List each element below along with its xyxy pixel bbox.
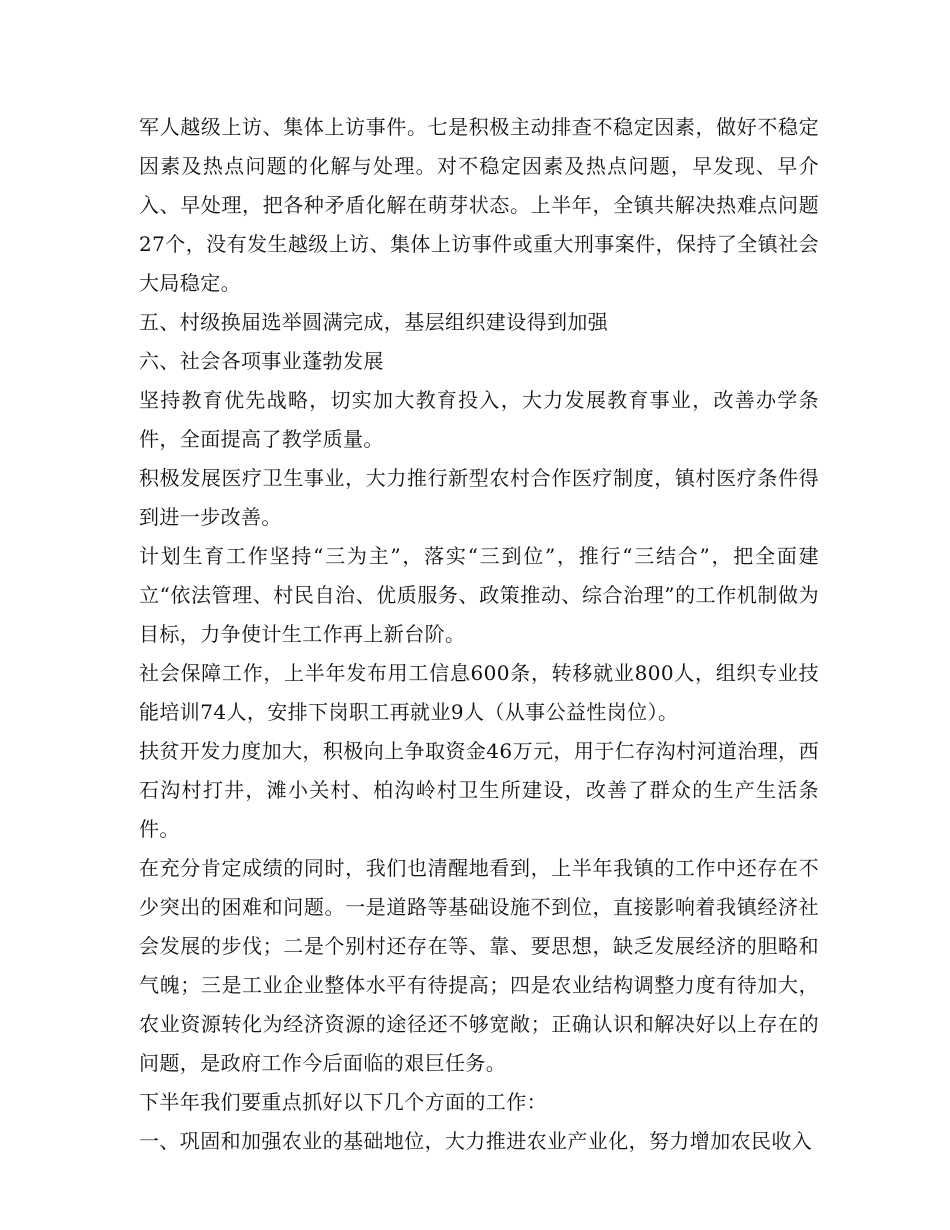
paragraph-social-security: 社会保障工作，上半年发布用工信息600条，转移就业800人，组织专业技能培训74人，安排下岗职工再就业9人（从事公益性岗位）。 xyxy=(139,661,819,724)
paragraph-second-half-intro: 下半年我们要重点抓好以下几个方面的工作： xyxy=(139,1090,547,1114)
heading-agriculture: 一、巩固和加强农业的基础地位，大力推进农业产业化，努力增加农民收入 xyxy=(139,1129,813,1153)
document-body xyxy=(139,108,819,1161)
heading-village-election: 五、村级换届选举圆满完成，基层组织建设得到加强 xyxy=(139,310,609,334)
paragraph-education: 坚持教育优先战略，切实加大教育投入，大力发展教育事业，改善办学条件，全面提高了教学质量。 xyxy=(139,388,819,451)
paragraph-stability-work: 军人越级上访、集体上访事件。七是积极主动排查不稳定因素，做好不稳定因素及热点问题的化解与处理。对不稳定因素及热点问题，早发现、早介入、早处理，把各种矛盾化解在萌芽状态。上半年，全镇共解决热难点问题27个，没有发生越级上访、集体上访事件或重大刑事案件，保持了全镇社会大局稳定。 xyxy=(139,115,819,295)
paragraph-poverty-alleviation: 扶贫开发力度加大，积极向上争取资金46万元，用于仁存沟村河道治理，西石沟村打井，滩小关村、柏沟岭村卫生所建设，改善了群众的生产生活条件。 xyxy=(139,739,819,841)
paragraph-healthcare: 积极发展医疗卫生事业，大力推行新型农村合作医疗制度，镇村医疗条件得到进一步改善。 xyxy=(139,466,819,529)
paragraph-problems: 在充分肯定成绩的同时，我们也清醒地看到，上半年我镇的工作中还存在不少突出的困难和问题。一是道路等基础设施不到位，直接影响着我镇经济社会发展的步伐；二是个别村还存在等、靠、要思想，缺乏发展经济的胆略和气魄；三是工业企业整体水平有待提高；四是农业结构调整力度有待加大，农业资源转化为经济资源的途径还不够宽敞；正确认识和解决好以上存在的问题，是政府工作今后面临的艰巨任务。 xyxy=(139,856,819,1075)
heading-social-affairs: 六、社会各项事业蓬勃发展 xyxy=(139,349,384,373)
paragraph-family-planning: 计划生育工作坚持“三为主”，落实“三到位”，推行“三结合”，把全面建立“依法管理、村民自治、优质服务、政策推动、综合治理”的工作机制做为目标，力争使计生工作再上新台阶。 xyxy=(139,544,819,646)
